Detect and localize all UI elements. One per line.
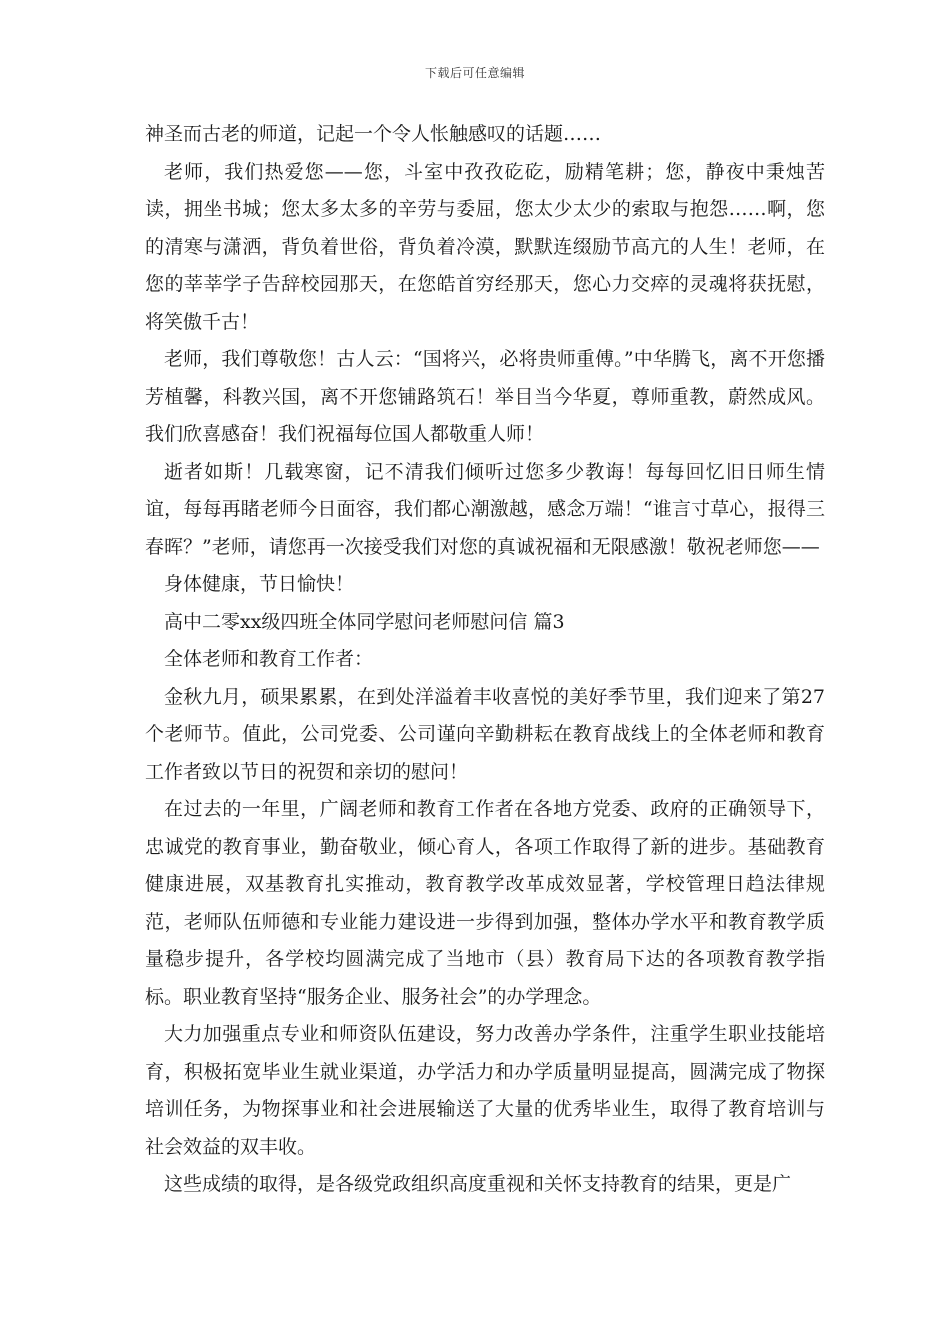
page-header: 下载后可任意编辑 [424, 66, 525, 80]
paragraph-2: 老师，我们热爱您——您，斗室中孜孜矻矻，励精笔耕；您，静夜中秉烛苦读，拥坐书城；您太多太多的辛劳与委屈，您太少太少的索取与抱怨……啊，您的清寒与潇洒，背负着世俗，背负着冷漠，默默连缀励节高亢的人生！老师，在您的莘莘学子告辞校园那天，在您皓首穷经那天，您心力交瘁的灵魂将获抚慰，将笑傲千古！ [145, 160, 825, 333]
salutation: 全体老师和教育工作者： [164, 648, 374, 670]
section-title: 高中二零xx级四班全体同学慰问老师慰问信 篇3 [164, 610, 565, 633]
paragraph-1: 神圣而古老的师道，记起一个令人怅触感叹的话题…… [145, 123, 602, 145]
paragraph-7: 在过去的一年里，广阔老师和教育工作者在各地方党委、政府的正确领导下，忠诚党的教育事业，勤奋敬业，倾心育人，各项工作取得了新的进步。基础教育健康进展，双基教育扎实推动，教育教学改革成效显著，学校管理日趋法律规范，老师队伍师德和专业能力建设进一步得到加强，整体办学水平和教育教学质量稳步提升，各学校均圆满完成了当地市（县）教育局下达的各项教育教学指标。职业教育坚持“服务企业、服务社会”的办学理念。 [145, 798, 825, 1008]
paragraph-8: 大力加强重点专业和师资队伍建设，努力改善办学条件，注重学生职业技能培育，积极拓宽毕业生就业渠道，办学活力和办学质量明显提高，圆满完成了物探培训任务，为物探事业和社会进展输送了大量的优秀毕业生，取得了教育培训与社会效益的双丰收。 [145, 1023, 825, 1158]
paragraph-5: 身体健康，节日愉快！ [164, 573, 355, 595]
paragraph-6: 金秋九月，硕果累累，在到处洋溢着丰收喜悦的美好季节里，我们迎来了第27个老师节。值此，公司党委、公司谨向辛勤耕耘在教育战线上的全体老师和教育工作者致以节日的祝贺和亲切的慰问！ [145, 685, 825, 783]
paragraph-3: 老师，我们尊敬您！古人云：“国将兴，必将贵师重傅。”中华腾飞，离不开您播芳植馨，科教兴国，离不开您铺路筑石！举目当今华夏，尊师重教，蔚然成风。我们欣喜感奋！我们祝福每位国人都敬重人师！ [145, 348, 825, 445]
paragraph-4: 逝者如斯！几载寒窗，记不清我们倾听过您多少教诲！每每回忆旧日师生情谊，每每再睹老师今日面容，我们都心潮激越，感念万端！“谁言寸草心，报得三春晖？”老师，请您再一次接受我们对您的真诚祝福和无限感激！敬祝老师您—— [145, 460, 825, 558]
paragraph-9: 这些成绩的取得，是各级党政组织高度重视和关怀支持教育的结果，更是广 [164, 1173, 792, 1195]
document-body [145, 116, 825, 1204]
